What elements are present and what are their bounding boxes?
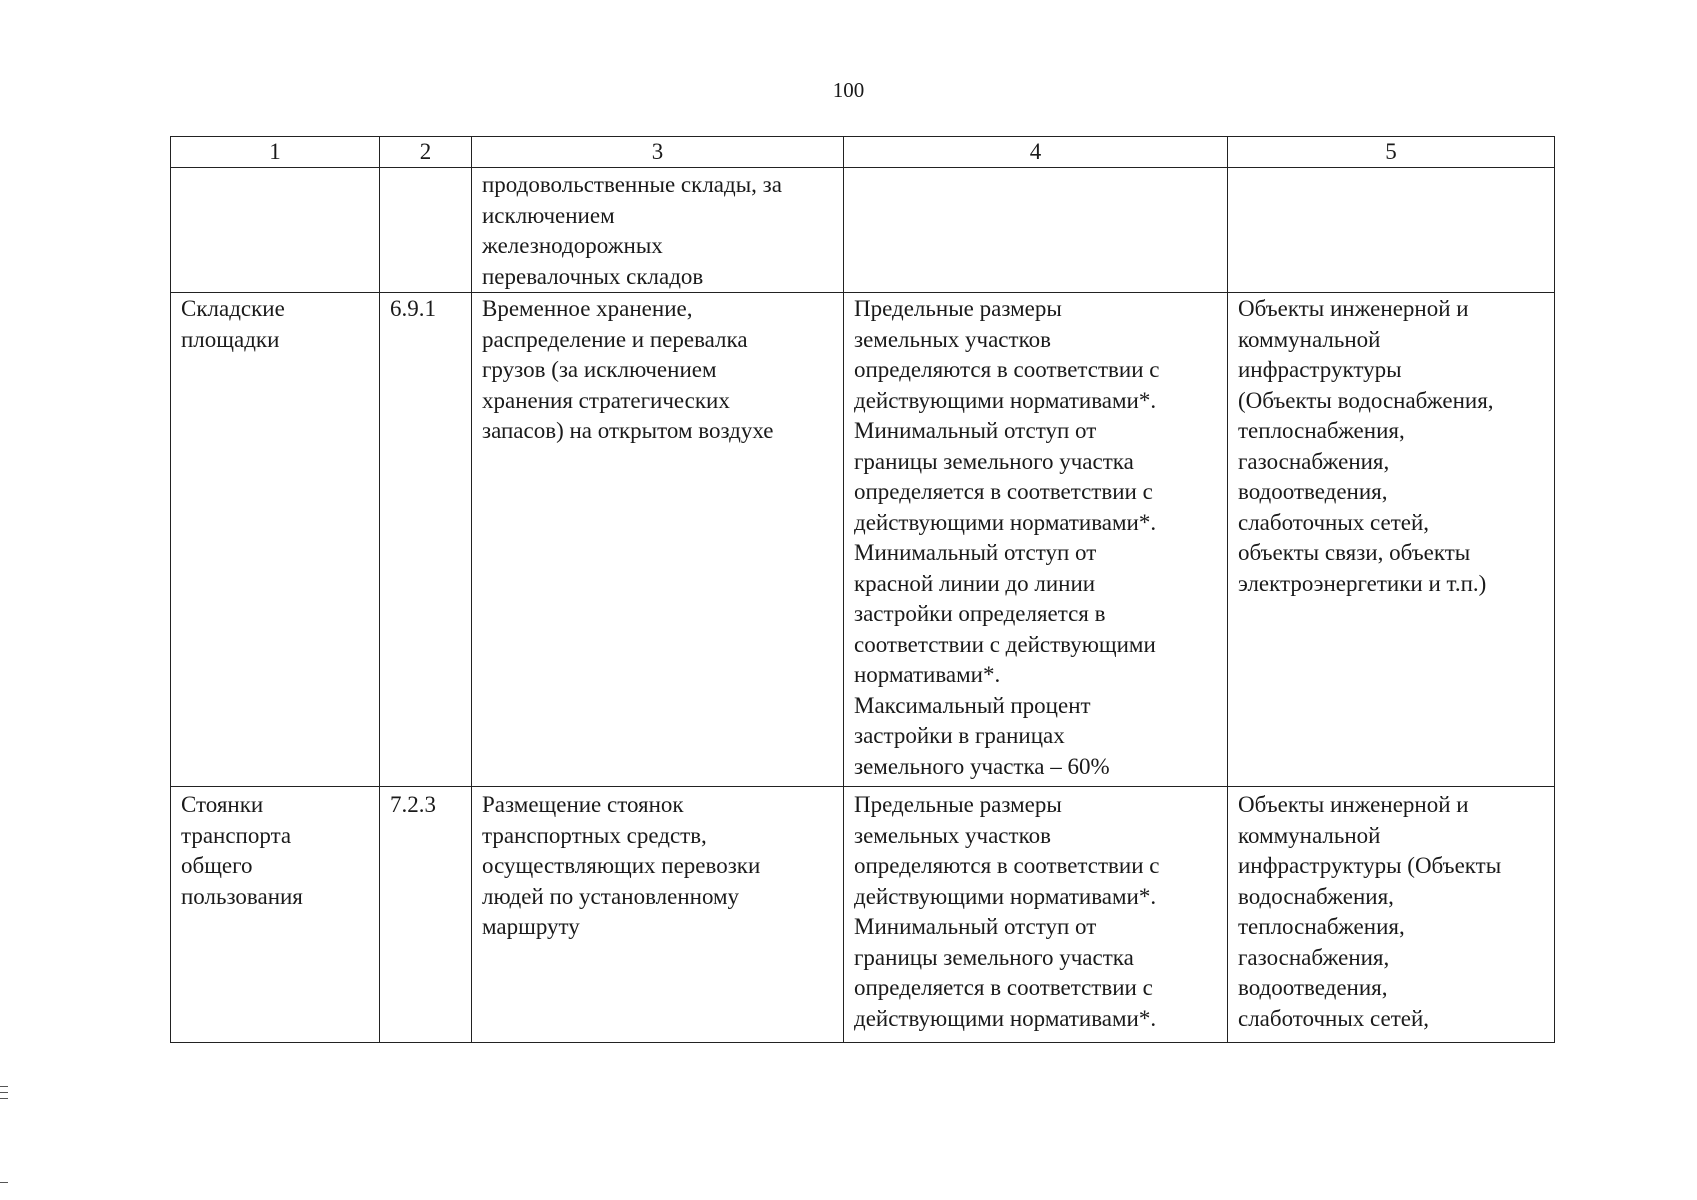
page-number: 100 [832, 78, 865, 102]
scan-mark [0, 1086, 8, 1087]
cell-code: 6.9.1 [380, 293, 472, 787]
cell-parameters: Предельные размеры земельных участков определяются в соответствии с действующими нормативами*. Минимальный отступ от границы земельного участка определяется в соответствии с действующими нормативами*. Минимальный отступ от красной линии до линии застройки определяется в соответствии с действующими нормативами*. Максимальный процент застройки в границах земельного участка – 60% [844, 293, 1228, 787]
header-col-3: 3 [472, 137, 844, 168]
header-col-1: 1 [171, 137, 380, 168]
cell-code: 7.2.3 [380, 787, 472, 1043]
scan-mark [0, 1098, 8, 1099]
cell-parameters [844, 168, 1228, 293]
cell-use-name [171, 168, 380, 293]
cell-description: продовольственные склады, за исключением железнодорожных перевалочных складов [472, 168, 844, 293]
table-row [171, 787, 1555, 1043]
cell-description: Временное хранение, распределение и перевалка грузов (за исключением хранения стратегических запасов) на открытом воздухе [472, 293, 844, 787]
cell-infrastructure [1228, 168, 1555, 293]
cell-parameters: Предельные размеры земельных участков определяются в соответствии с действующими нормативами*. Минимальный отступ от границы земельного участка определяется в соответствии с действующими нормативами*. [844, 787, 1228, 1043]
cell-use-name: Складские площадки [171, 293, 380, 787]
table-row [171, 168, 1555, 293]
scan-mark [0, 1182, 8, 1183]
cell-description: Размещение стоянок транспортных средств, осуществляющих перевозки людей по установленному маршруту [472, 787, 844, 1043]
cell-code [380, 168, 472, 293]
header-col-4: 4 [844, 137, 1228, 168]
scan-mark [0, 1092, 8, 1093]
cell-infrastructure: Объекты инженерной и коммунальной инфраструктуры (Объекты водоснабжения, теплоснабжения, газоснабжения, водоотведения, слаботочных сетей, [1228, 787, 1555, 1043]
cell-use-name: Стоянки транспорта общего пользования [171, 787, 380, 1043]
table-row [171, 293, 1555, 787]
cell-infrastructure: Объекты инженерной и коммунальной инфраструктуры (Объекты водоснабжения, теплоснабжения, газоснабжения, водоотведения, слаботочных сетей, объекты связи, объекты электроэнергетики и т.п.) [1228, 293, 1555, 787]
header-col-5: 5 [1228, 137, 1555, 168]
header-col-2: 2 [380, 137, 472, 168]
zoning-table [170, 136, 1555, 1043]
header-row [171, 137, 1555, 168]
